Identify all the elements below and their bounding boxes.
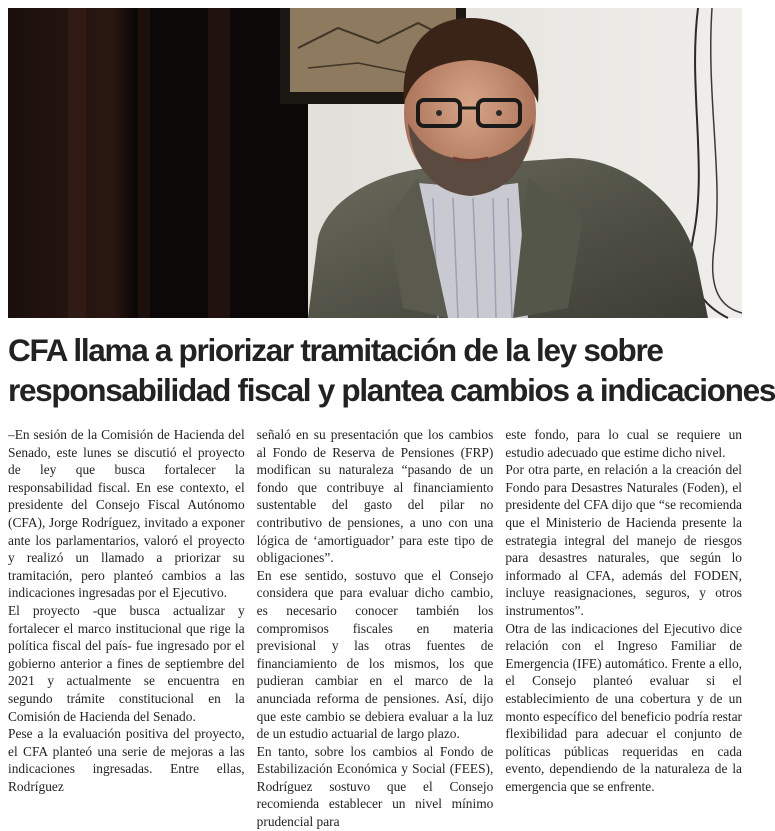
paragraph: En tanto, sobre los cambios al Fondo de Estabilización Económica y Social (FEES), Rodríguez sostuvo que el Consejo recomienda establecer un nivel mínimo prudencial para	[256, 743, 494, 830]
paragraph: –En sesión de la Comisión de Hacienda del Senado, este lunes se discutió el proyecto de ley que busca fortalecer la responsabilidad fiscal. En ese contexto, el presidente del Consejo Fiscal Autónomo (CFA), Jorge Rodríguez, invitado a exponer ante los parlamentarios, valoró el proyecto y realizó un llamado a priorizar su tramitación, pero planteó cambios a las indicaciones ingresadas por el Ejecutivo.	[8, 427, 245, 601]
article-column-3	[505, 426, 743, 794]
paragraph: El proyecto -que busca actualizar y fortalecer el marco institucional que rige la política fiscal del país- fue ingresado por el gobierno anterior a fines de septiembre del 2021 y actualmente se encuentra en segundo trámite constitucional en la Comisión de Hacienda del Senado.	[8, 602, 245, 724]
headline-line-1: CFA llama a priorizar tramitación de la ley sobre	[8, 332, 663, 368]
article-column-2	[256, 426, 494, 830]
headline-line-2: responsabilidad fiscal y plantea cambios a indicaciones	[8, 372, 775, 408]
paragraph: Por otra parte, en relación a la creación del Fondo para Desastres Naturales (Foden), el presidente del CFA dijo que “se recomienda que el Ministerio de Hacienda presente la estrategia integral del manejo de riesgos para desastres naturales, que según lo informado al CFA, además del FODEN, incluye reasignaciones, seguros, y otros instrumentos”.	[505, 462, 743, 618]
paragraph: señaló en su presentación que los cambios al Fondo de Reserva de Pensiones (FRP) modifican su naturaleza “pasando de un fondo que contribuye al financiamiento sustentable del gasto del pilar no contributivo de pensiones, a uno con una lógica de ‘amortiguador’ para este tipo de obligaciones”.	[256, 427, 494, 566]
article-headline	[8, 330, 775, 410]
paragraph: Otra de las indicaciones del Ejecutivo dice relación con el Ingreso Familiar de Emergencia (IFE) automático. Frente a ello, el Consejo planteó evaluar si el establecimiento de una cobertura y de un monto específico del beneficio podría restar flexibilidad para adecuar el conjunto de políticas públicas requeridas en cada evento, dependiendo de la naturaleza de la emergencia que se enfrente.	[505, 620, 743, 794]
article-column-1	[8, 426, 245, 794]
paragraph: En ese sentido, sostuvo que el Consejo considera que para evaluar dicho cambio, es necesario conocer también los compromisos fiscales en materia previsional y las otras fuentes de financiamiento de los mismos, los que pudieran cambiar en el marco de la anunciada reforma de pensiones. Así, dijo que este cambio se debiera evaluar a la luz de un estudio actuarial de largo plazo.	[256, 567, 494, 742]
article-photo	[8, 8, 742, 318]
paragraph: este fondo, para lo cual se requiere un estudio adecuado que estime dicho nivel.	[505, 427, 743, 460]
article-body	[8, 426, 743, 830]
paragraph: Pese a la evaluación positiva del proyecto, el CFA planteó una serie de mejoras a las indicaciones ingresadas. Entre ellas, Rodríguez	[8, 726, 245, 794]
